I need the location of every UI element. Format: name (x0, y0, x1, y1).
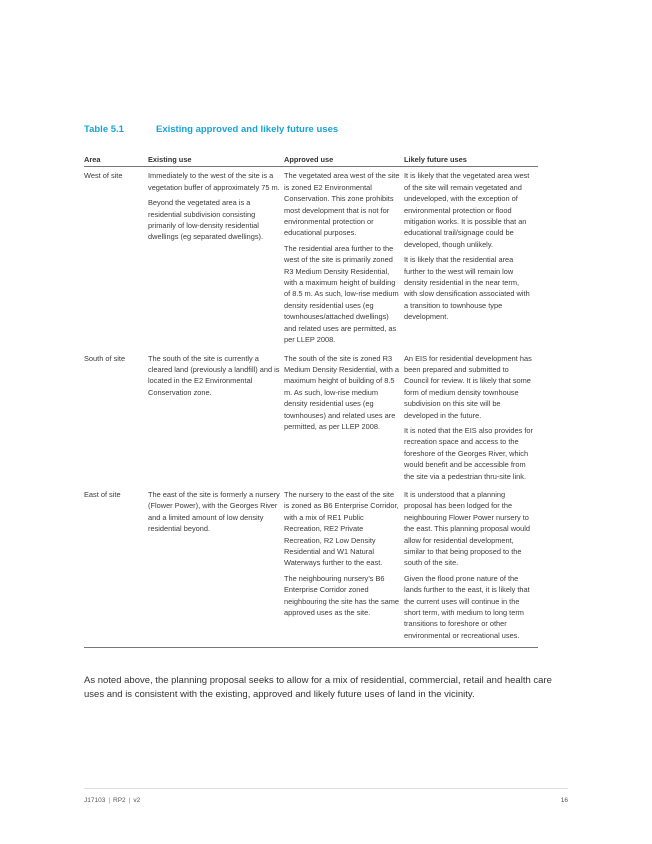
future-use-text: It is understood that a planning proposal has been lodged for the neighbouring Flower Power nursery to the east. This planning proposal would allow for residential development, similar to that being proposed to the south of the site. (404, 489, 530, 568)
header-likely-future-uses: Likely future uses (404, 152, 538, 167)
table-row (84, 350, 538, 486)
header-approved-use: Approved use (284, 152, 404, 167)
existing-use-cell (148, 350, 284, 486)
footer-reference (84, 797, 140, 804)
existing-use-text: The east of the site is formerly a nursery (Flower Power), with the Georges River and a limited amount of low density residential beyond. (148, 489, 280, 534)
footer-separator: | (128, 797, 131, 804)
area-cell: South of site (84, 353, 126, 363)
future-use-cell (404, 486, 538, 648)
header-existing-use: Existing use (148, 152, 284, 167)
approved-use-cell (284, 350, 404, 486)
future-use-cell (404, 350, 538, 486)
footer-job-number: J17103 (84, 797, 106, 804)
approved-use-cell (284, 167, 404, 350)
existing-use-cell (148, 167, 284, 350)
existing-use-text: The south of the site is currently a cleared land (previously a landfill) and is located in the E2 Environmental Conservation zone. (148, 353, 280, 397)
footer-separator: | (108, 797, 111, 804)
footer-version: v2 (133, 797, 141, 804)
existing-use-cell (148, 486, 284, 648)
uses-table-container (84, 152, 538, 648)
existing-use-text: Beyond the vegetated area is a residential subdivision consisting primarily of low-density residential dwellings (eg separated dwellings). (148, 198, 264, 242)
body-paragraph: As noted above, the planning proposal seeks to allow for a mix of residential, commercial, retail and health care uses and is consistent with the existing, approved and likely future uses of land in the vicinity. (84, 675, 552, 700)
future-use-text: An EIS for residential development has been prepared and submitted to Council for review. It is likely that some form of medium density townhouse subdivision on this site will be developed in the future. (404, 353, 532, 420)
table-title: Existing approved and likely future uses (156, 124, 339, 135)
approved-use-text: The residential area further to the west of the site is primarily zoned R3 Medium Density Residential, with a maximum height of building of 8.5 m. As such, low-rise medium density residential uses (eg townhouses/attached dwellings) and related uses are permitted, as per LLEP 2008. (284, 243, 399, 345)
area-cell: East of site (84, 486, 148, 648)
page-number: 16 (560, 797, 568, 804)
footer-doc-code: RP2 (113, 797, 126, 804)
uses-table (84, 152, 538, 648)
future-use-text: Given the flood prone nature of the lands further to the east, it is likely that the current uses will continue in the short term, with medium to long term transitions to foreshore or other environmental or recreational uses. (404, 573, 530, 640)
approved-use-text: The nursery to the east of the site is zoned as B6 Enterprise Corridor, with a mix of RE1 Public Recreation, RE2 Private Recreation, R2 Low Density Residential and W1 Natural Waterways further to the east. (284, 489, 399, 568)
header-area: Area (84, 152, 148, 167)
area-cell: West of site (84, 171, 123, 181)
table-number: Table 5.1 (84, 124, 124, 135)
future-use-text: It is likely that the vegetated area west of the site will remain vegetated and undeveloped, with the exception of environmental protection or flood mitigation works. It is possible that an educational trail/signage could be developed, though unlikely. (404, 171, 530, 249)
table-header-row (84, 152, 538, 167)
existing-use-text: Immediately to the west of the site is a vegetation buffer of approximately 75 m. (148, 171, 280, 192)
approved-use-text: The vegetated area west of the site is zoned E2 Environmental Conservation. This zone prohibits most development that is not for environmental protection or educational purposes. (284, 171, 400, 238)
approved-use-text: The neighbouring nursery’s B6 Enterprise Corridor zoned neighbouring the site has the same approved uses as the site. (284, 573, 400, 618)
footer-divider (84, 788, 568, 789)
future-use-cell (404, 167, 538, 350)
table-row (84, 167, 538, 350)
table-row (84, 486, 538, 648)
approved-use-cell (284, 486, 404, 648)
approved-use-text: The south of the site is zoned R3 Medium Density Residential, with a maximum height of building of 8.5 m. As such, low-rise medium density residential uses (eg townhouses) and related uses are permitted, as per LLEP 2008. (284, 353, 400, 431)
future-use-text: It is noted that the EIS also provides for recreation space and access to the foreshore of the Georges River, which would benefit and be accessible from the site via a pedestrian thru-site link. (404, 425, 533, 481)
future-use-text: It is likely that the residential area further to the west will remain low density residential in the near term, with slow densification associated with a transition to townhouse type development. (404, 255, 530, 322)
table-caption (84, 124, 338, 135)
